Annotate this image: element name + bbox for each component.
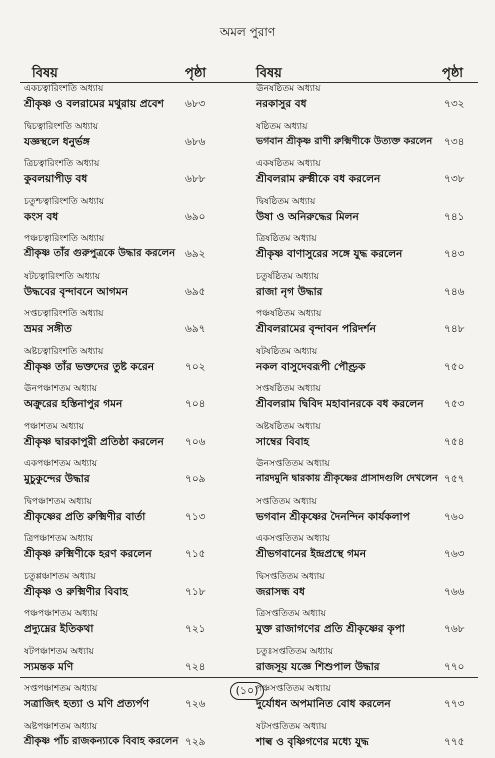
toc-entry <box>210 233 480 271</box>
chapter-page: ৭৩৮ <box>444 172 464 186</box>
chapter-number: সপ্তচত্বারিংশতি অধ্যায় <box>24 308 103 320</box>
toc-entry <box>210 721 480 758</box>
chapter-number: ষটসপ্ততিতম অধ্যায় <box>256 721 327 733</box>
toc-entry <box>210 83 480 121</box>
chapter-title: শ্রীভগবানের ইন্দ্রপ্রস্থে গমন <box>256 547 366 561</box>
chapter-title: নকল বাসুদেবরূপী পৌণ্ড্রক <box>256 360 365 374</box>
chapter-title: শ্রীকৃষ্ণ তাঁর ভক্তদের তুষ্ট করেন <box>24 360 154 374</box>
chapter-title: শ্রীকৃষ্ণ দ্বারকাপুরী প্রতিষ্ঠা করলেন <box>24 435 164 449</box>
chapter-title: উদ্ধবের বৃন্দাবনে আগমন <box>24 285 128 299</box>
chapter-title: শাল্ব ও বৃষ্ণিগণের মধ্যে যুদ্ধ <box>256 735 369 749</box>
chapter-title: ভ্রমর সঙ্গীত <box>24 322 72 336</box>
chapter-page: ৭৬০ <box>444 510 464 524</box>
chapter-page: ৭২১ <box>185 622 205 636</box>
chapter-page: ৬৮৬ <box>185 135 205 149</box>
page-title: অমল পুরাণ <box>0 24 495 44</box>
toc-entry <box>210 121 480 159</box>
toc-entry <box>210 346 480 384</box>
toc-entry <box>210 196 480 234</box>
chapter-page: ৭৭৫ <box>444 735 464 749</box>
chapter-number: ষটষষ্ঠিতম অধ্যায় <box>256 346 317 358</box>
chapter-page: ৭৬৮ <box>444 622 464 636</box>
chapter-page: ৭০৬ <box>185 435 205 449</box>
chapter-number: দ্বিসপ্ততিতম অধ্যায় <box>256 571 325 583</box>
chapter-page: ৭৫৭ <box>444 472 464 486</box>
chapter-title: শ্রীকৃষ্ণের প্রতি রুক্মিণীর বার্তা <box>24 510 145 524</box>
chapter-title: যজ্ঞস্থলে ধনুর্ভঙ্গ <box>24 135 90 149</box>
chapter-title: ভগবান শ্রীকৃষ্ণের দৈনন্দিন কার্যকলাপ <box>256 510 410 524</box>
chapter-number: ষটপঞ্চাশতম অধ্যায় <box>24 646 94 658</box>
chapter-number: পঞ্চপঞ্চাশতম অধ্যায় <box>24 608 98 620</box>
chapter-title: নারদমুনি দ্বারকায় শ্রীকৃষ্ণের প্রাসাদগুলি দেখলেন <box>256 472 438 486</box>
chapter-page: ৭৩৪ <box>444 135 464 149</box>
chapter-title: জরাসন্ধ বধ <box>256 585 305 599</box>
chapter-page: ৭০৯ <box>185 472 205 486</box>
chapter-title: শ্রীকৃষ্ণ তাঁর গুরুপুত্রকে উদ্ধার করলেন <box>24 247 175 261</box>
chapter-page: ৭৭৩ <box>444 697 464 711</box>
page-header-left: পৃষ্ঠা <box>185 64 206 85</box>
chapter-number: ত্রিসপ্ততিতম অধ্যায় <box>256 608 326 620</box>
chapter-number: দ্বিচত্বারিংশতি অধ্যায় <box>24 121 98 133</box>
chapter-title: ভগবান শ্রীকৃষ্ণ রাণী রুক্মিণীকে উত্যক্ত করলেন <box>256 135 432 149</box>
chapter-page: ৬৯০ <box>185 210 205 224</box>
chapter-page: ৭২৬ <box>185 697 205 711</box>
chapter-title: শ্রীকৃষ্ণ রুক্মিণীকে হরণ করলেন <box>24 547 152 561</box>
toc-column-right <box>210 83 480 758</box>
chapter-title: শ্রীকৃষ্ণ ও বলরামের মথুরায় প্রবেশ <box>24 97 164 111</box>
chapter-page: ৭৭০ <box>444 660 464 674</box>
chapter-page: ৬৯৭ <box>185 322 205 336</box>
chapter-number: চতুঃসপ্ততিতম অধ্যায় <box>256 646 333 658</box>
chapter-page: ৭৫০ <box>444 360 464 374</box>
chapter-title: রাজসূয় যজ্ঞে শিশুপাল উদ্ধার <box>256 660 380 674</box>
chapter-page: ৬৯২ <box>185 247 205 261</box>
chapter-number: সপ্তপঞ্চাশতম অধ্যায় <box>24 683 97 695</box>
chapter-page: ৭৩২ <box>444 97 464 111</box>
chapter-title: শ্রীকৃষ্ণ পাঁচ রাজকন্যাকে বিবাহ করলেন <box>24 735 178 749</box>
chapter-title: শ্রীকৃষ্ণ ও রুক্মিণীর বিবাহ <box>24 585 128 599</box>
chapter-number: অষ্টচত্বারিংশতি অধ্যায় <box>24 346 103 358</box>
chapter-title: সাম্বের বিবাহ <box>256 435 309 449</box>
chapter-title: শ্রীবলরাম দ্বিবিদ মহাবানরকে বধ করলেন <box>256 397 424 411</box>
chapter-number: ত্রিচত্বারিংশতি অধ্যায় <box>24 158 99 170</box>
chapter-number: পঞ্চষষ্ঠিতম অধ্যায় <box>256 308 321 320</box>
chapter-title: সত্রাজিৎ হত্যা ও মণি প্রত্যর্পণ <box>24 697 149 711</box>
chapter-title: প্রদ্যুম্নের ইতিকথা <box>24 622 93 636</box>
chapter-page: ৭১৮ <box>185 585 205 599</box>
chapter-number: চতুপ্পঞ্চাশতম অধ্যায় <box>24 571 96 583</box>
chapter-page: ৭৪৩ <box>444 247 464 261</box>
chapter-title: কংস বধ <box>24 210 58 224</box>
chapter-page: ৭০৪ <box>185 397 205 411</box>
subject-header-right: বিষয় <box>256 64 282 85</box>
chapter-number: পঞ্চচত্বারিংশতি অধ্যায় <box>24 233 104 245</box>
chapter-title: শ্রীবলরাম রুক্মীকে বধ করলেন <box>256 172 380 186</box>
chapter-page: ৬৮৮ <box>185 172 205 186</box>
chapter-page: ৭৫৪ <box>444 435 464 449</box>
chapter-number: চতুর্ষষ্ঠিতম অধ্যায় <box>256 271 319 283</box>
chapter-title: নরকাসুর বধ <box>256 97 307 111</box>
chapter-page: ৭০২ <box>185 360 205 374</box>
chapter-title: কুবলয়াপীড় বধ <box>24 172 87 186</box>
chapter-number: চতুশ্চত্বারিংশতি অধ্যায় <box>24 196 104 208</box>
chapter-number: একষষ্ঠিতম অধ্যায় <box>256 158 321 170</box>
chapter-number: দ্বিপঞ্চাশতম অধ্যায় <box>24 496 92 508</box>
page-header-right: পৃষ্ঠা <box>442 64 463 85</box>
chapter-number: ত্রিপঞ্চাশতম অধ্যায় <box>24 533 93 545</box>
chapter-number: একচত্বারিংশতি অধ্যায় <box>24 83 103 95</box>
chapter-number: অষ্টষষ্ঠিতম অধ্যায় <box>256 421 321 433</box>
chapter-number: অষ্টপঞ্চাশতম অধ্যায় <box>24 721 97 733</box>
footer-divider <box>20 677 478 678</box>
chapter-title: শ্রীকৃষ্ণ বাণাসুরের সঙ্গে যুদ্ধ করলেন <box>256 247 402 261</box>
toc-entry <box>210 308 480 346</box>
chapter-title: স্যমন্তক মণি <box>24 660 73 674</box>
chapter-page: ৬৮৩ <box>185 97 205 111</box>
chapter-title: অক্রুরের হস্তিনাপুর গমন <box>24 397 122 411</box>
chapter-number: ত্রিষষ্ঠিতম অধ্যায় <box>256 233 317 245</box>
toc-entry <box>210 271 480 309</box>
toc-entry <box>210 383 480 421</box>
chapter-title: শ্রীবলরামের বৃন্দাবন পরিদর্শন <box>256 322 376 336</box>
toc-entry <box>210 571 480 609</box>
toc-entry <box>210 608 480 646</box>
chapter-page: ৭৬৩ <box>444 547 464 561</box>
chapter-title: মুক্ত রাজাগণের প্রতি শ্রীকৃষ্ণের কৃপা <box>256 622 405 636</box>
chapter-number: একপঞ্চাশতম অধ্যায় <box>24 458 97 470</box>
chapter-number: সপ্ততিতম অধ্যায় <box>256 496 317 508</box>
chapter-page: ৭৫৩ <box>444 397 464 411</box>
chapter-number: ঊনপঞ্চাশতম অধ্যায় <box>24 383 97 395</box>
subject-header-left: বিষয় <box>32 64 58 85</box>
chapter-page: ৭১৫ <box>185 547 205 561</box>
toc-entry <box>210 458 480 496</box>
chapter-title: রাজা নৃগ উদ্ধার <box>256 285 322 299</box>
chapter-number: দ্বিষষ্ঠিতম অধ্যায় <box>256 196 315 208</box>
chapter-number: ষষ্ঠিতম অধ্যায় <box>256 121 307 133</box>
toc-entry <box>210 421 480 459</box>
chapter-number: ঊনষষ্ঠিতম অধ্যায় <box>256 83 320 95</box>
chapter-number: সপ্তষষ্ঠিতম অধ্যায় <box>256 383 321 395</box>
page-number: (১০) <box>230 682 264 700</box>
chapter-number: ঊনসপ্ততিতম অধ্যায় <box>256 458 330 470</box>
chapter-title: উষা ও অনিরুদ্ধের মিলন <box>256 210 359 224</box>
chapter-number: ষটচত্বারিংশতি অধ্যায় <box>24 271 100 283</box>
chapter-number: একসপ্ততিতম অধ্যায় <box>256 533 330 545</box>
chapter-page: ৭৪৬ <box>444 285 464 299</box>
chapter-page: ৭২৯ <box>185 735 205 749</box>
chapter-page: ৭৬৬ <box>444 585 464 599</box>
chapter-number: পঞ্চসপ্ততিতম অধ্যায় <box>256 683 331 695</box>
chapter-title: মুচুকুন্দের উদ্ধার <box>24 472 90 486</box>
toc-entry <box>210 496 480 534</box>
chapter-title: দুর্যোধন অপমানিত বোধ করলেন <box>256 697 391 711</box>
toc-entry <box>210 533 480 571</box>
chapter-page: ৬৯৫ <box>185 285 205 299</box>
chapter-number: পঞ্চাশতম অধ্যায় <box>24 421 84 433</box>
chapter-page: ৭১৩ <box>185 510 205 524</box>
chapter-page: ৭২৪ <box>185 660 205 674</box>
toc-entry <box>210 158 480 196</box>
chapter-page: ৭৪১ <box>444 210 464 224</box>
chapter-page: ৭৪৮ <box>444 322 464 336</box>
